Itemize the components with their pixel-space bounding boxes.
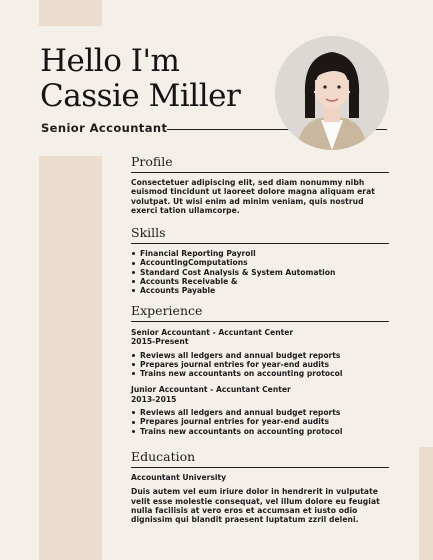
job-title: Junior Accountant - Accuntant Center — [131, 385, 291, 395]
education-section — [131, 449, 389, 524]
decorative-block-bottom-right — [419, 447, 433, 560]
list-item: Accounts Receivable & — [131, 277, 389, 286]
education-text: Duis autem vel eum iriure dolor in hendrerit in vulputate velit esse molestie consequat, vel illum dolore eu feugiat nulla facilisis at vero eros et accumsan et iusto odio dignissim qui blandit praesent luptatum zzril deleni. — [131, 487, 380, 525]
experience-section — [131, 303, 389, 436]
decorative-block-left — [39, 156, 102, 560]
job-dates: 2013-2015 — [131, 394, 177, 404]
profile-section — [131, 154, 389, 215]
list-item: AccountingComputations — [131, 258, 389, 267]
list-item: Trains new accountants on accounting protocol — [131, 369, 389, 378]
name-line-1: Hello I'm — [40, 43, 180, 79]
profile-text: Consectetuer adipiscing elit, sed diam nonummy nibh euismod tincidunt ut laoreet dolore magna aliquam erat volutpat. Ut wisi enim ad minim veniam, quis nostrud exerci tation ullamcorpe. — [131, 178, 375, 215]
skills-heading: Skills — [131, 225, 389, 244]
decorative-block-top — [39, 0, 102, 26]
list-item: Standard Cost Analysis & System Automation — [131, 268, 389, 277]
job-duties — [131, 408, 389, 436]
school-name: Accountant University — [131, 473, 227, 482]
list-item: Prepares journal entries for year-end audits — [131, 360, 389, 369]
experience-heading: Experience — [131, 303, 389, 322]
name-line-2: Cassie Miller — [40, 78, 241, 114]
list-item: Reviews all ledgers and annual budget reports — [131, 408, 389, 417]
job-entry — [131, 385, 389, 435]
list-item: Reviews all ledgers and annual budget reports — [131, 351, 389, 360]
skills-section — [131, 225, 389, 295]
page-title — [40, 44, 240, 114]
skills-list — [131, 249, 389, 295]
profile-heading: Profile — [131, 154, 389, 173]
profile-photo — [275, 36, 389, 150]
job-role: Senior Accountant — [41, 121, 168, 135]
education-heading: Education — [131, 449, 389, 468]
list-item: Accounts Payable — [131, 286, 389, 295]
list-item: Financial Reporting Payroll — [131, 249, 389, 258]
list-item: Prepares journal entries for year-end audits — [131, 417, 389, 426]
job-dates: 2015-Present — [131, 337, 189, 347]
list-item: Trains new accountants on accounting protocol — [131, 427, 389, 436]
job-title: Senior Accountant - Accuntant Center — [131, 328, 294, 337]
job-duties — [131, 351, 389, 379]
job-entry — [131, 328, 389, 378]
